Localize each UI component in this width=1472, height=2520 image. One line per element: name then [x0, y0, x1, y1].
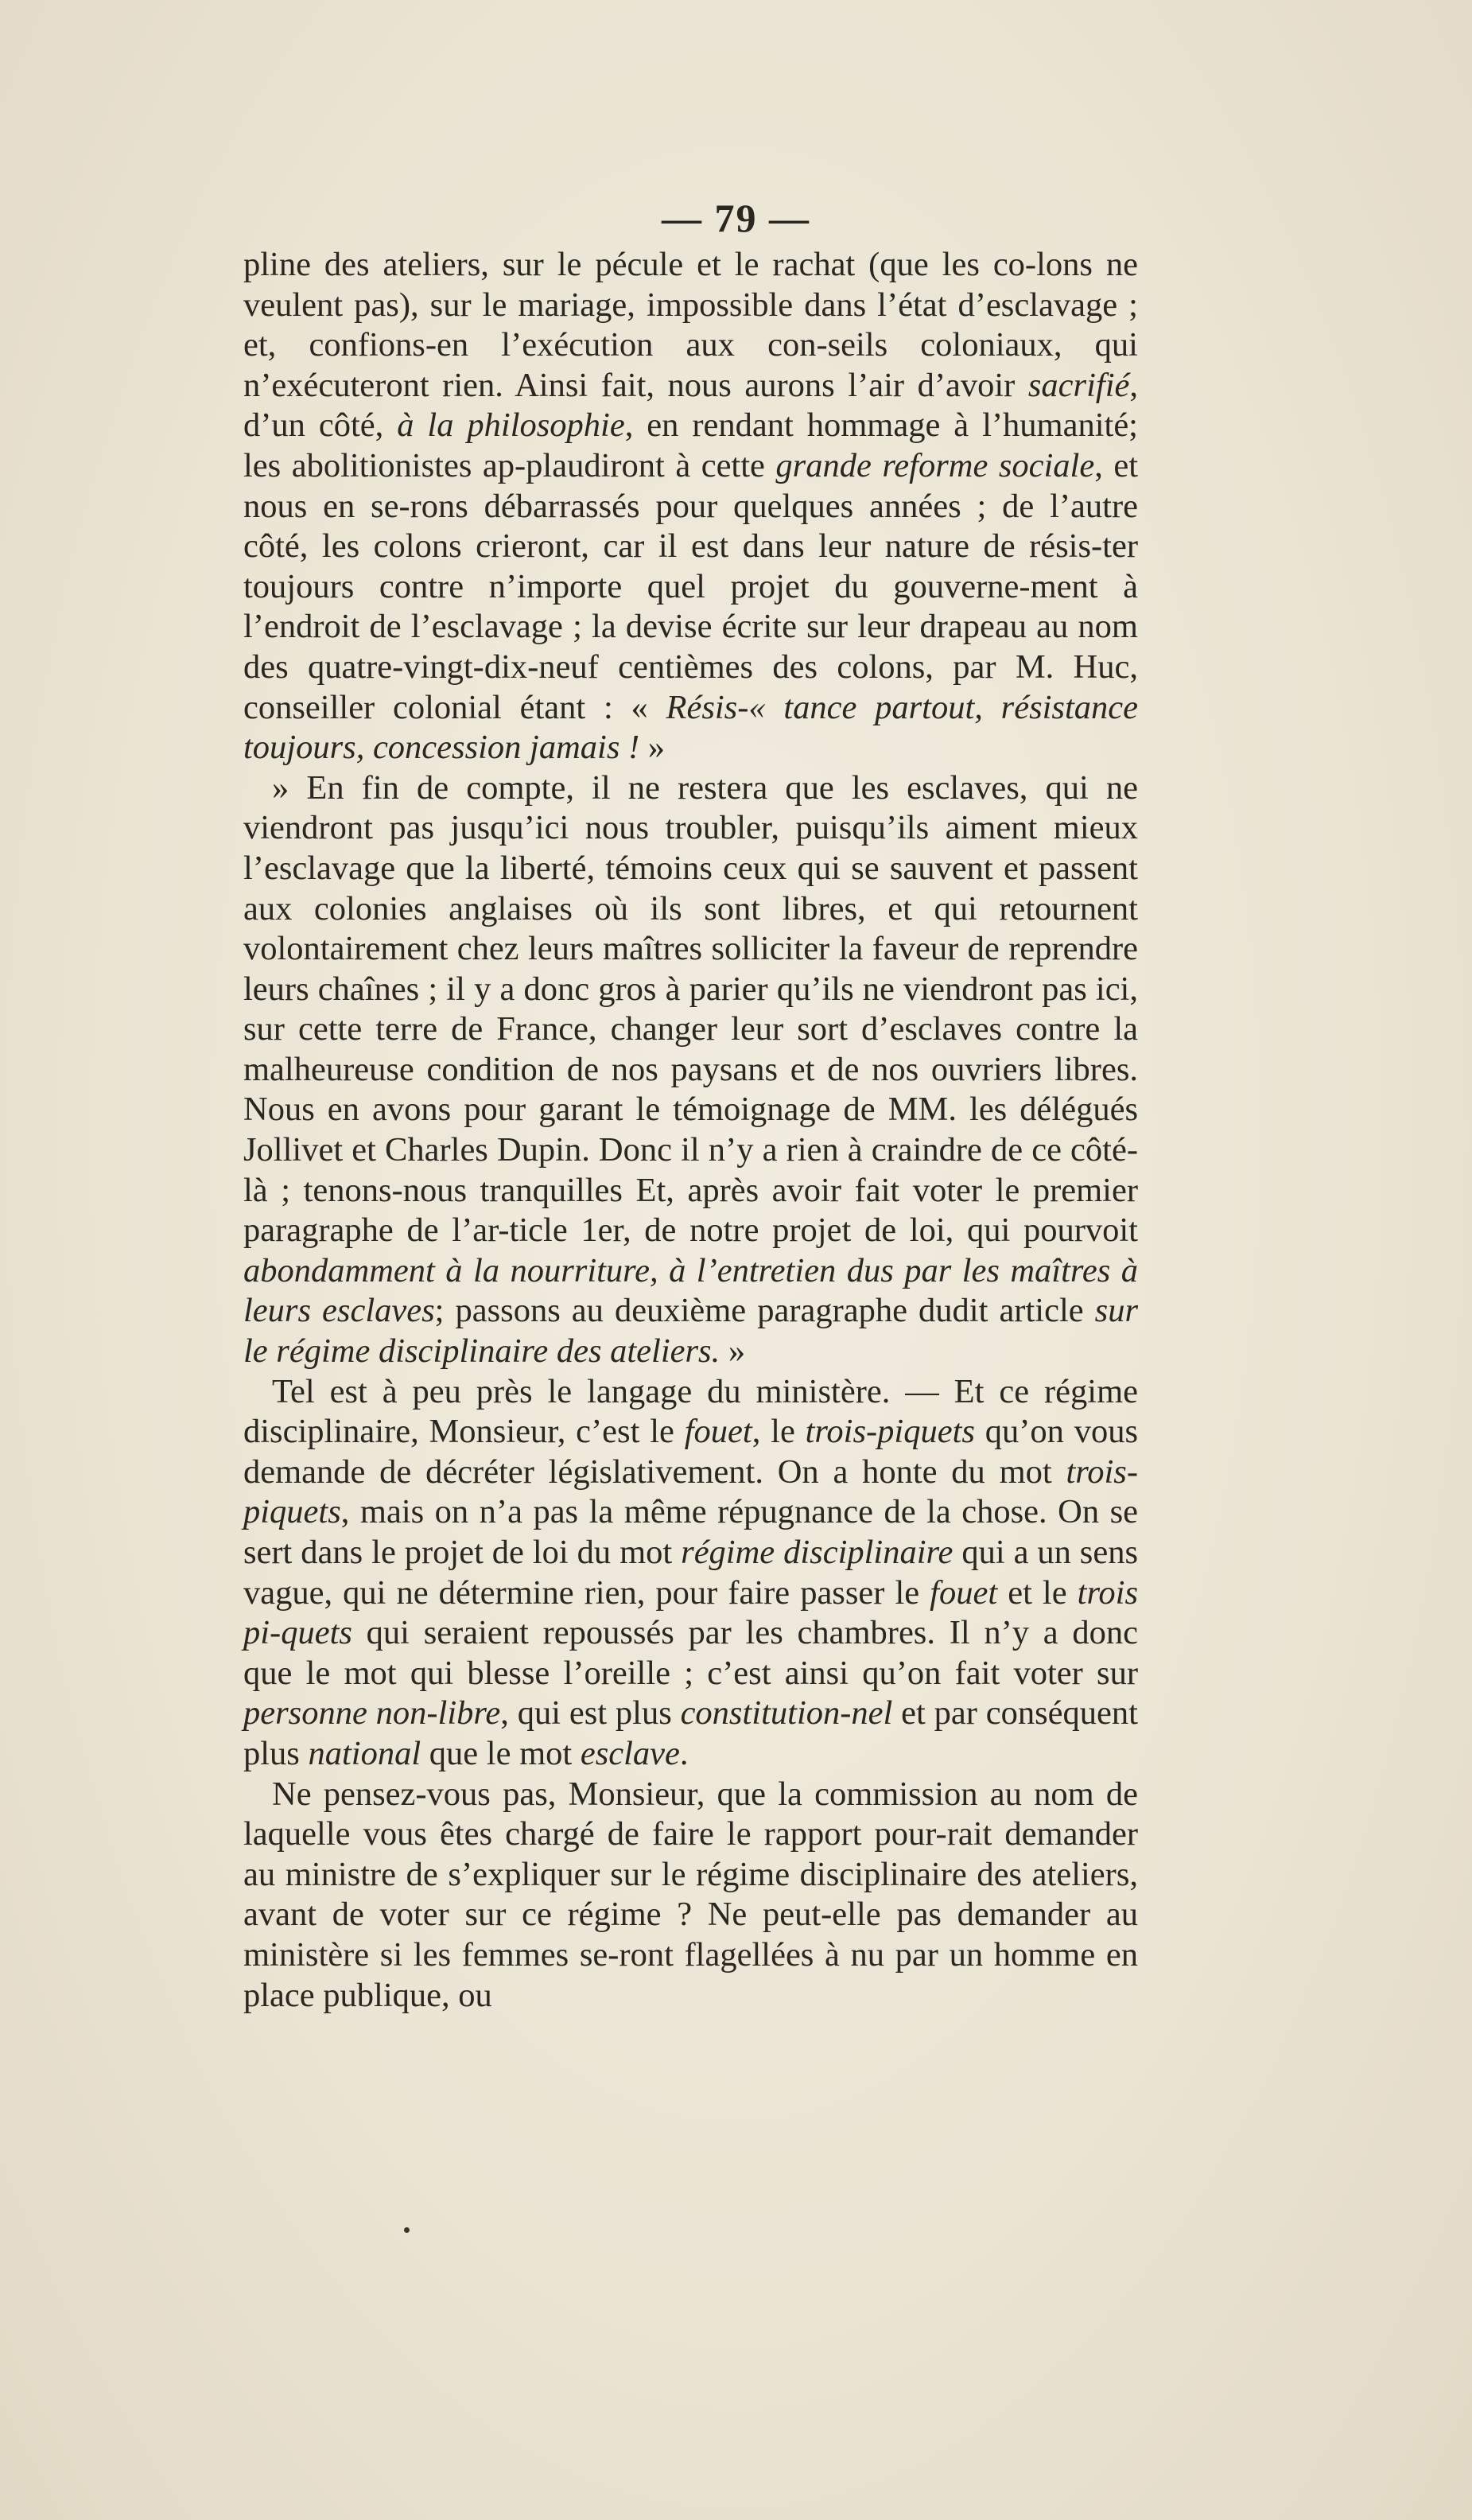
italic-text: fouet — [930, 1573, 998, 1612]
italic-text: constitution-nel — [680, 1694, 893, 1732]
text-run: » — [639, 729, 666, 767]
italic-text: fouet — [684, 1413, 752, 1451]
ink-dot — [404, 2227, 410, 2233]
paragraph — [243, 768, 1138, 1372]
text-run: qu’on vous demande de décréter législativement. On a honte du mot — [243, 1413, 1139, 1491]
text-run: , qui est plus — [500, 1694, 681, 1732]
text-run: que le mot — [421, 1734, 581, 1772]
text-run: . — [679, 1734, 689, 1772]
body-text — [243, 245, 1138, 2016]
text-run: , le — [752, 1413, 806, 1451]
text-run: ; passons au deuxième paragraphe dudit article — [434, 1292, 1095, 1330]
text-run: pline des ateliers, sur le pécule et le rachat (que les co-lons ne veulent pas), sur le mariage, impossible dans l’état d’esclavage ; et, confions-en l’exécution aux con-seils coloniaux, qui n’exécuteront rien. Ainsi fait, nous aurons l’air d’avoir — [243, 246, 1138, 404]
text-run: et le — [997, 1573, 1078, 1612]
text-run: , mais on n’a pas la même répugnance de la chose. On se sert dans le projet de loi du mot — [243, 1493, 1138, 1571]
italic-text: sacrifié — [1027, 366, 1130, 404]
italic-text: à la philosophie — [397, 406, 625, 445]
text-run: qui a un sens vague, qui ne détermine rien, pour faire passer le — [243, 1534, 1138, 1612]
italic-text: trois-piquets — [243, 1452, 1138, 1531]
italic-text: Résis-« tance partout, résistance toujours, concession jamais ! — [243, 688, 1138, 767]
text-run: , en rendant hommage à l’humanité; les abolitionistes ap-plaudiront à cette — [243, 406, 1138, 484]
text-run: et par conséquent plus — [243, 1694, 1138, 1772]
text-run: » — [720, 1332, 746, 1371]
text-run: Ne pensez-vous pas, Monsieur, que la commission au nom de laquelle vous êtes chargé de faire le rapport pour-rait demander au ministre de s’expliquer sur le régime disciplinaire des ateliers, avant de voter sur ce régime ? Ne peut-elle pas demander au ministère si les femmes se-ront flagellées à nu par un homme en place publique, ou — [243, 1775, 1138, 2014]
italic-text: trois pi-quets — [243, 1573, 1139, 1652]
page-number: — 79 — — [662, 196, 810, 240]
italic-text: personne non-libre — [243, 1694, 501, 1732]
text-run: , et nous en se-rons débarrassés pour quelques années ; de l’autre côté, les colons crieront, car il est dans leur nature de résis-ter toujours contre n’importe quel projet du gouverne-ment à l’endroit de l’esclavage ; la devise écrite sur leur drapeau au nom des quatre-vingt-dix-neuf centièmes des colons, par M. Huc, conseiller colonial étant : « — [243, 446, 1139, 726]
paragraph — [243, 245, 1138, 768]
italic-text: esclave — [580, 1734, 680, 1772]
text-run: Tel est à peu près le langage du ministère. — Et ce régime disciplinaire, Monsieur, c’est le — [243, 1372, 1138, 1451]
italic-text: sur le régime disciplinaire des ateliers. — [243, 1292, 1139, 1371]
italic-text: trois-piquets — [805, 1413, 975, 1451]
italic-text: régime disciplinaire — [681, 1534, 953, 1571]
italic-text: abondamment à la nourriture, à l’entretien dus par les maîtres à leurs esclaves — [243, 1251, 1138, 1330]
text-run: » En fin de compte, il ne restera que les esclaves, qui ne viendront pas jusqu’ici nous troubler, puisqu’ils aiment mieux l’esclavage que la liberté, témoins ceux qui se sauvent et passent aux colonies anglaises où ils sont libres, et qui retournent volontairement chez leurs maîtres solliciter la faveur de reprendre leurs chaînes ; il y a donc gros à parier qu’ils ne viendront pas ici, sur cette terre de France, changer leur sort d’esclaves contre la malheureuse condition de nos paysans et de nos ouvriers libres. Nous en avons pour garant le témoignage de MM. les délégués Jollivet et Charles Dupin. Donc il n’y a rien à craindre de ce côté-là ; tenons-nous tranquilles Et, après avoir fait voter le premier paragraphe de l’ar-ticle 1er, de notre projet de loi, qui pourvoit — [243, 768, 1138, 1250]
paragraph — [243, 1775, 1138, 2016]
italic-text: grande reforme sociale — [775, 446, 1095, 484]
italic-text: national — [308, 1734, 421, 1772]
text-run: qui seraient repoussés par les chambres. Il n’y a donc que le mot qui blesse l’oreille ; c’est ainsi qu’on fait voter sur — [243, 1614, 1138, 1692]
paragraph — [243, 1372, 1138, 1775]
text-run: , d’un côté, — [243, 366, 1138, 445]
